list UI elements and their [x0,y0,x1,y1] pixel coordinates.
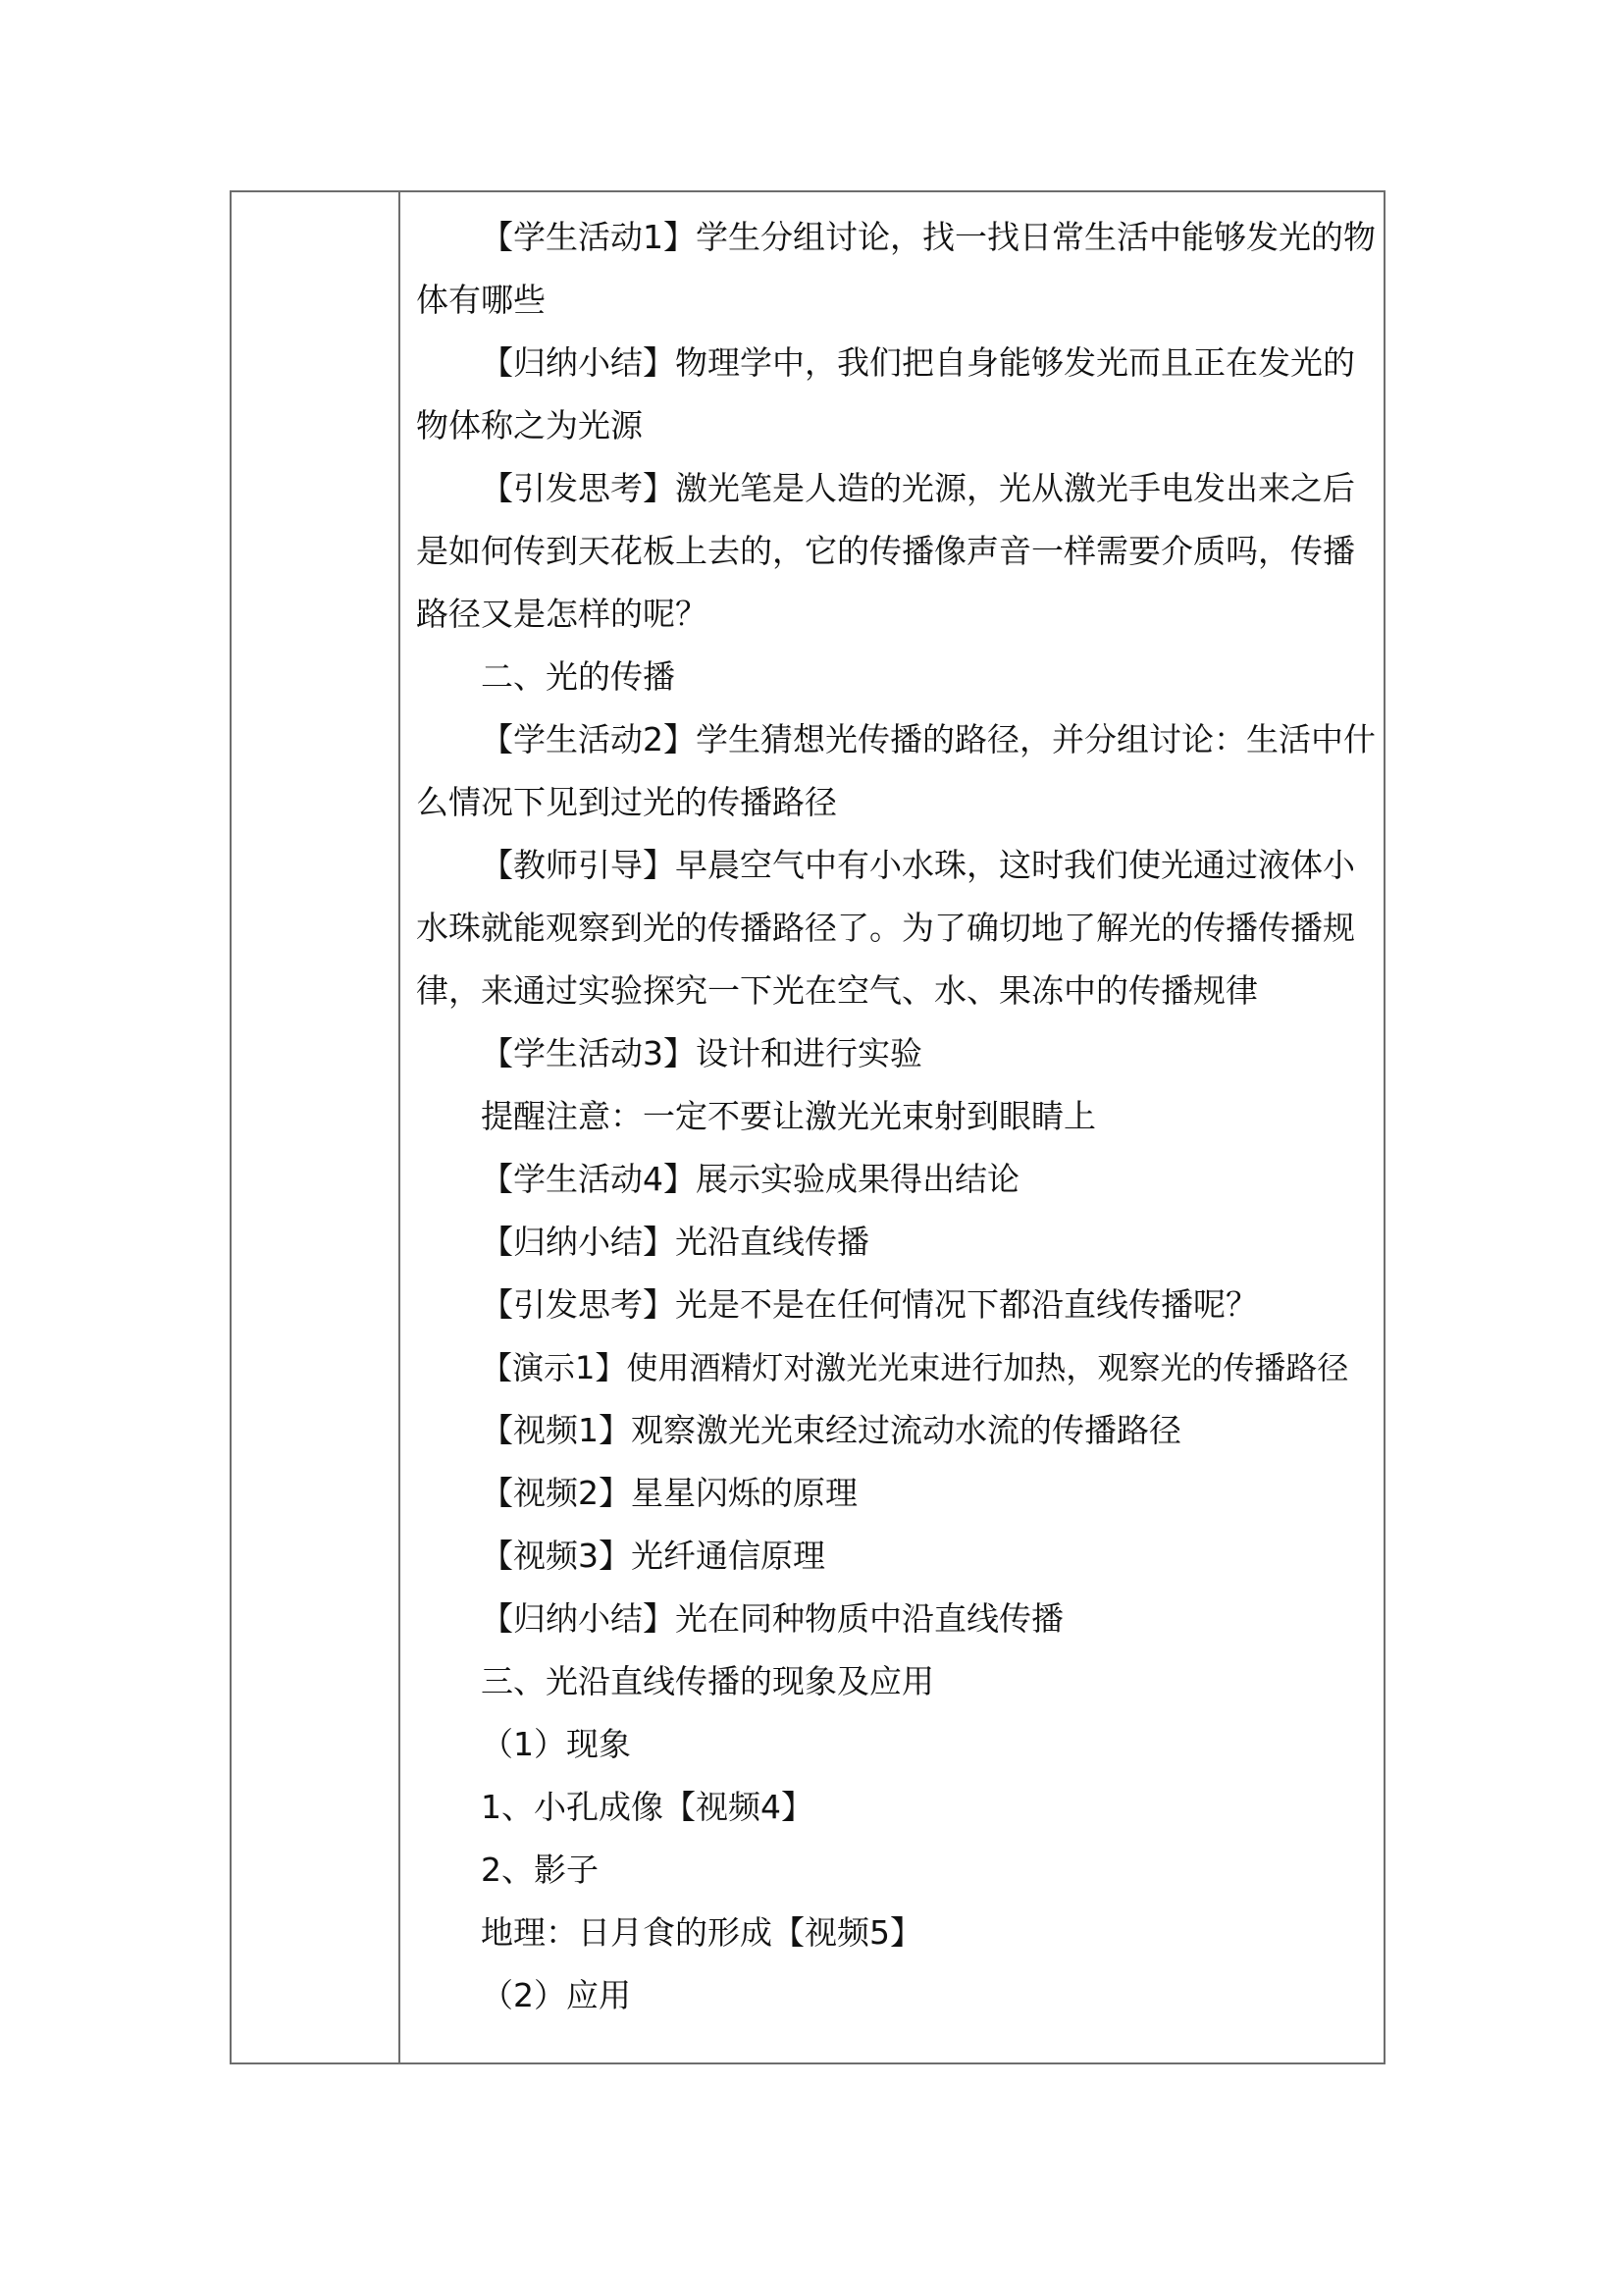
paragraph-student-activity-1-cont: 体有哪些 [416,281,546,319]
paragraph-thinking-1-cont-2: 路径又是怎样的呢？ [416,595,707,633]
paragraph-summary-1: 【归纳小结】物理学中，我们把自身能够发光而且正在发光的 [481,343,1355,382]
paragraph-student-activity-2-cont: 么情况下见到过光的传播路径 [416,783,837,821]
paragraph-teacher-guide-cont-2: 律，来通过实验探究一下光在空气、水、果冻中的传播规律 [416,971,1258,1010]
paragraph-thinking-2: 【引发思考】光是不是在任何情况下都沿直线传播呢？ [481,1285,1258,1324]
paragraph-summary-2: 【归纳小结】光沿直线传播 [481,1223,869,1261]
paragraph-applications: （2）应用 [481,1976,631,2014]
paragraph-thinking-1: 【引发思考】激光笔是人造的光源，光从激光手电发出来之后 [481,469,1355,507]
paragraph-reminder: 提醒注意：一定不要让激光光束射到眼睛上 [481,1097,1096,1135]
paragraph-eclipse: 地理：日月食的形成【视频5】 [481,1913,922,1952]
table-left-column [232,192,400,2062]
paragraph-summary-3: 【归纳小结】光在同种物质中沿直线传播 [481,1599,1064,1638]
section-heading-propagation: 二、光的传播 [481,657,675,696]
paragraph-summary-1-cont: 物体称之为光源 [416,406,643,444]
paragraph-teacher-guide: 【教师引导】早晨空气中有小水珠，这时我们使光通过液体小 [481,846,1355,884]
paragraph-video-2: 【视频2】星星闪烁的原理 [481,1474,858,1512]
paragraph-pinhole: 1、小孔成像【视频4】 [481,1788,813,1826]
table-right-column [400,192,1384,2062]
paragraph-video-3: 【视频3】光纤通信原理 [481,1537,825,1575]
paragraph-student-activity-2: 【学生活动2】学生猜想光传播的路径，并分组讨论：生活中什 [481,720,1376,758]
paragraph-student-activity-4: 【学生活动4】展示实验成果得出结论 [481,1160,1020,1198]
paragraph-shadow: 2、影子 [481,1851,599,1889]
paragraph-video-1: 【视频1】观察激光光束经过流动水流的传播路径 [481,1411,1181,1449]
lesson-content [416,206,1378,2027]
paragraph-student-activity-3: 【学生活动3】设计和进行实验 [481,1034,922,1072]
paragraph-teacher-guide-cont: 水珠就能观察到光的传播路径了。为了确切地了解光的传播传播规 [416,909,1355,947]
section-heading-applications: 三、光沿直线传播的现象及应用 [481,1662,934,1700]
paragraph-phenomena: （1）现象 [481,1725,631,1763]
paragraph-student-activity-1: 【学生活动1】学生分组讨论，找一找日常生活中能够发光的物 [481,218,1376,256]
lesson-table [230,190,1386,2064]
paragraph-thinking-1-cont: 是如何传到天花板上去的，它的传播像声音一样需要介质吗，传播 [416,532,1355,570]
paragraph-demo-1: 【演示1】使用酒精灯对激光光束进行加热，观察光的传播路径 [481,1349,1349,1386]
